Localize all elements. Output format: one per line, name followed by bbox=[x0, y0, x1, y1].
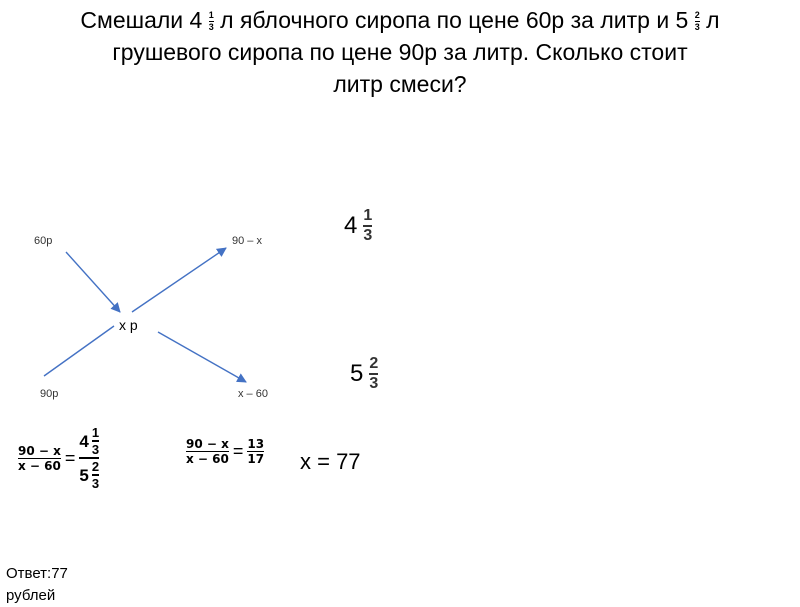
ratio-fraction: $\frac{90 - x}{x - 60}$ bbox=[18, 443, 61, 473]
arrow-x-to-x-minus-60 bbox=[158, 332, 246, 382]
problem-statement bbox=[40, 4, 760, 100]
fraction-pear bbox=[695, 11, 700, 32]
fraction-denominator: 3 bbox=[694, 22, 700, 33]
problem-line-3: литр смеси? bbox=[333, 71, 467, 97]
equals-sign: = bbox=[64, 447, 76, 468]
problem-line-2: грушевого сиропа по цене 90р за литр. Сколько стоит bbox=[112, 39, 688, 65]
quantity-ratio-fraction bbox=[79, 426, 99, 490]
equals-sign: = bbox=[232, 441, 244, 461]
problem-text-part-a: Смешали 4 bbox=[80, 7, 203, 33]
quantity-pear bbox=[350, 356, 378, 392]
final-answer: Ответ:77 рублей bbox=[6, 565, 68, 604]
mixture-price-label: х р bbox=[119, 317, 138, 333]
fraction-denominator: 3 bbox=[208, 22, 214, 33]
solution-result: х = 77 bbox=[300, 449, 361, 474]
price-apple-label: 60р bbox=[34, 235, 53, 247]
difference-x-minus-60-label: х – 60 bbox=[238, 388, 268, 400]
arrow-x-to-90-minus-x bbox=[132, 248, 226, 312]
equation-proportion bbox=[18, 426, 99, 490]
equation-simplified bbox=[186, 438, 264, 465]
simplified-fraction: $\frac{13}{17}$ bbox=[247, 437, 265, 466]
ratio-fraction: $\frac{90 - x}{x - 60}$ bbox=[186, 437, 229, 466]
difference-90-minus-x-label: 90 – х bbox=[232, 235, 262, 247]
arrow-90-to-x bbox=[44, 326, 114, 376]
whole-part: 4 bbox=[344, 212, 358, 239]
fraction: $\frac{1}{3}$ bbox=[363, 207, 373, 244]
quantity-apple bbox=[344, 208, 372, 244]
ratio-denominator: 5 $\frac{2}{3}$ bbox=[79, 459, 100, 491]
fraction-numerator: 1 bbox=[208, 10, 214, 21]
whole-part: 5 bbox=[350, 360, 364, 387]
fraction-apple bbox=[209, 11, 214, 32]
ratio-numerator: 4 $\frac{1}{3}$ bbox=[79, 425, 100, 457]
problem-text-part-c: л bbox=[706, 7, 720, 33]
fraction-numerator: 2 bbox=[694, 10, 700, 21]
problem-line-1 bbox=[40, 4, 760, 36]
problem-text-part-b: л яблочного сиропа по цене 60р за литр и 5 bbox=[220, 7, 689, 33]
fraction: $\frac{2}{3}$ bbox=[369, 355, 379, 392]
arrow-60-to-x bbox=[66, 252, 120, 312]
price-pear-label: 90р bbox=[40, 388, 59, 400]
